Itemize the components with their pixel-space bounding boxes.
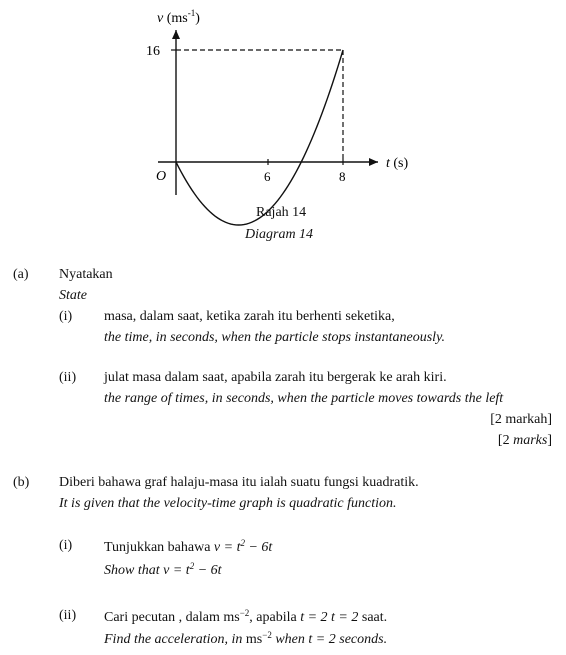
part-b-english: It is given that the velocity-time graph is quadratic function. — [59, 496, 397, 511]
part-b-i-english: Show that $v = t^2 - 6t$ — [104, 561, 222, 578]
marks-english: [2 marks] — [497, 433, 552, 448]
part-b-ii-english: Find the acceleration, in $ms^{-2}$ when t = 2 seconds. — [104, 630, 388, 647]
y-tick-label-16: 16 — [146, 44, 160, 59]
marks-malay: [2 markah] — [490, 412, 552, 427]
part-a-heading-malay: Nyatakan — [59, 267, 113, 282]
part-b-label: (b) — [13, 475, 30, 490]
part-a-i-malay: masa, dalam saat, ketika zarah itu berhenti seketika, — [104, 309, 395, 324]
part-a-i-english: the time, in seconds, when the particle stops instantaneously. — [104, 330, 446, 345]
velocity-curve — [176, 50, 343, 225]
part-b-ii-malay: Cari pecutan , dalam $ms^{-2}$, apabila t = 2 t = 2 saat. — [104, 608, 388, 625]
part-a-ii-english: the range of times, in seconds, when the particle moves towards the left — [104, 391, 504, 406]
part-a-heading-english: State — [59, 288, 87, 303]
part-a-ii-label: (ii) — [59, 370, 77, 385]
figure-caption-english: Diagram 14 — [245, 227, 314, 242]
part-b-ii-label: (ii) — [59, 608, 77, 623]
part-a-i-label: (i) — [59, 309, 73, 324]
part-a-ii-malay: julat masa dalam saat, apabila zarah itu bergerak ke arah kiri. — [104, 370, 447, 385]
figure-caption-malay: Rajah 14 — [256, 205, 307, 220]
part-b-i-malay: Tunjukkan bahawa $v = t^2 - 6t$ — [104, 538, 273, 555]
part-b-i-label: (i) — [59, 538, 73, 553]
equation: $v = t^2 - 6t$ — [213, 538, 273, 555]
y-axis-label: v $(ms^{-1})$ — [157, 8, 200, 26]
origin-label: O — [156, 169, 167, 184]
part-a-label: (a) — [13, 267, 29, 282]
x-tick-label-6: 6 — [264, 169, 271, 184]
x-axis-label: t (s) — [386, 156, 409, 171]
x-tick-label-8: 8 — [339, 169, 346, 184]
part-b-malay: Diberi bahawa graf halaju-masa itu ialah suatu fungsi kuadratik. — [59, 475, 419, 490]
